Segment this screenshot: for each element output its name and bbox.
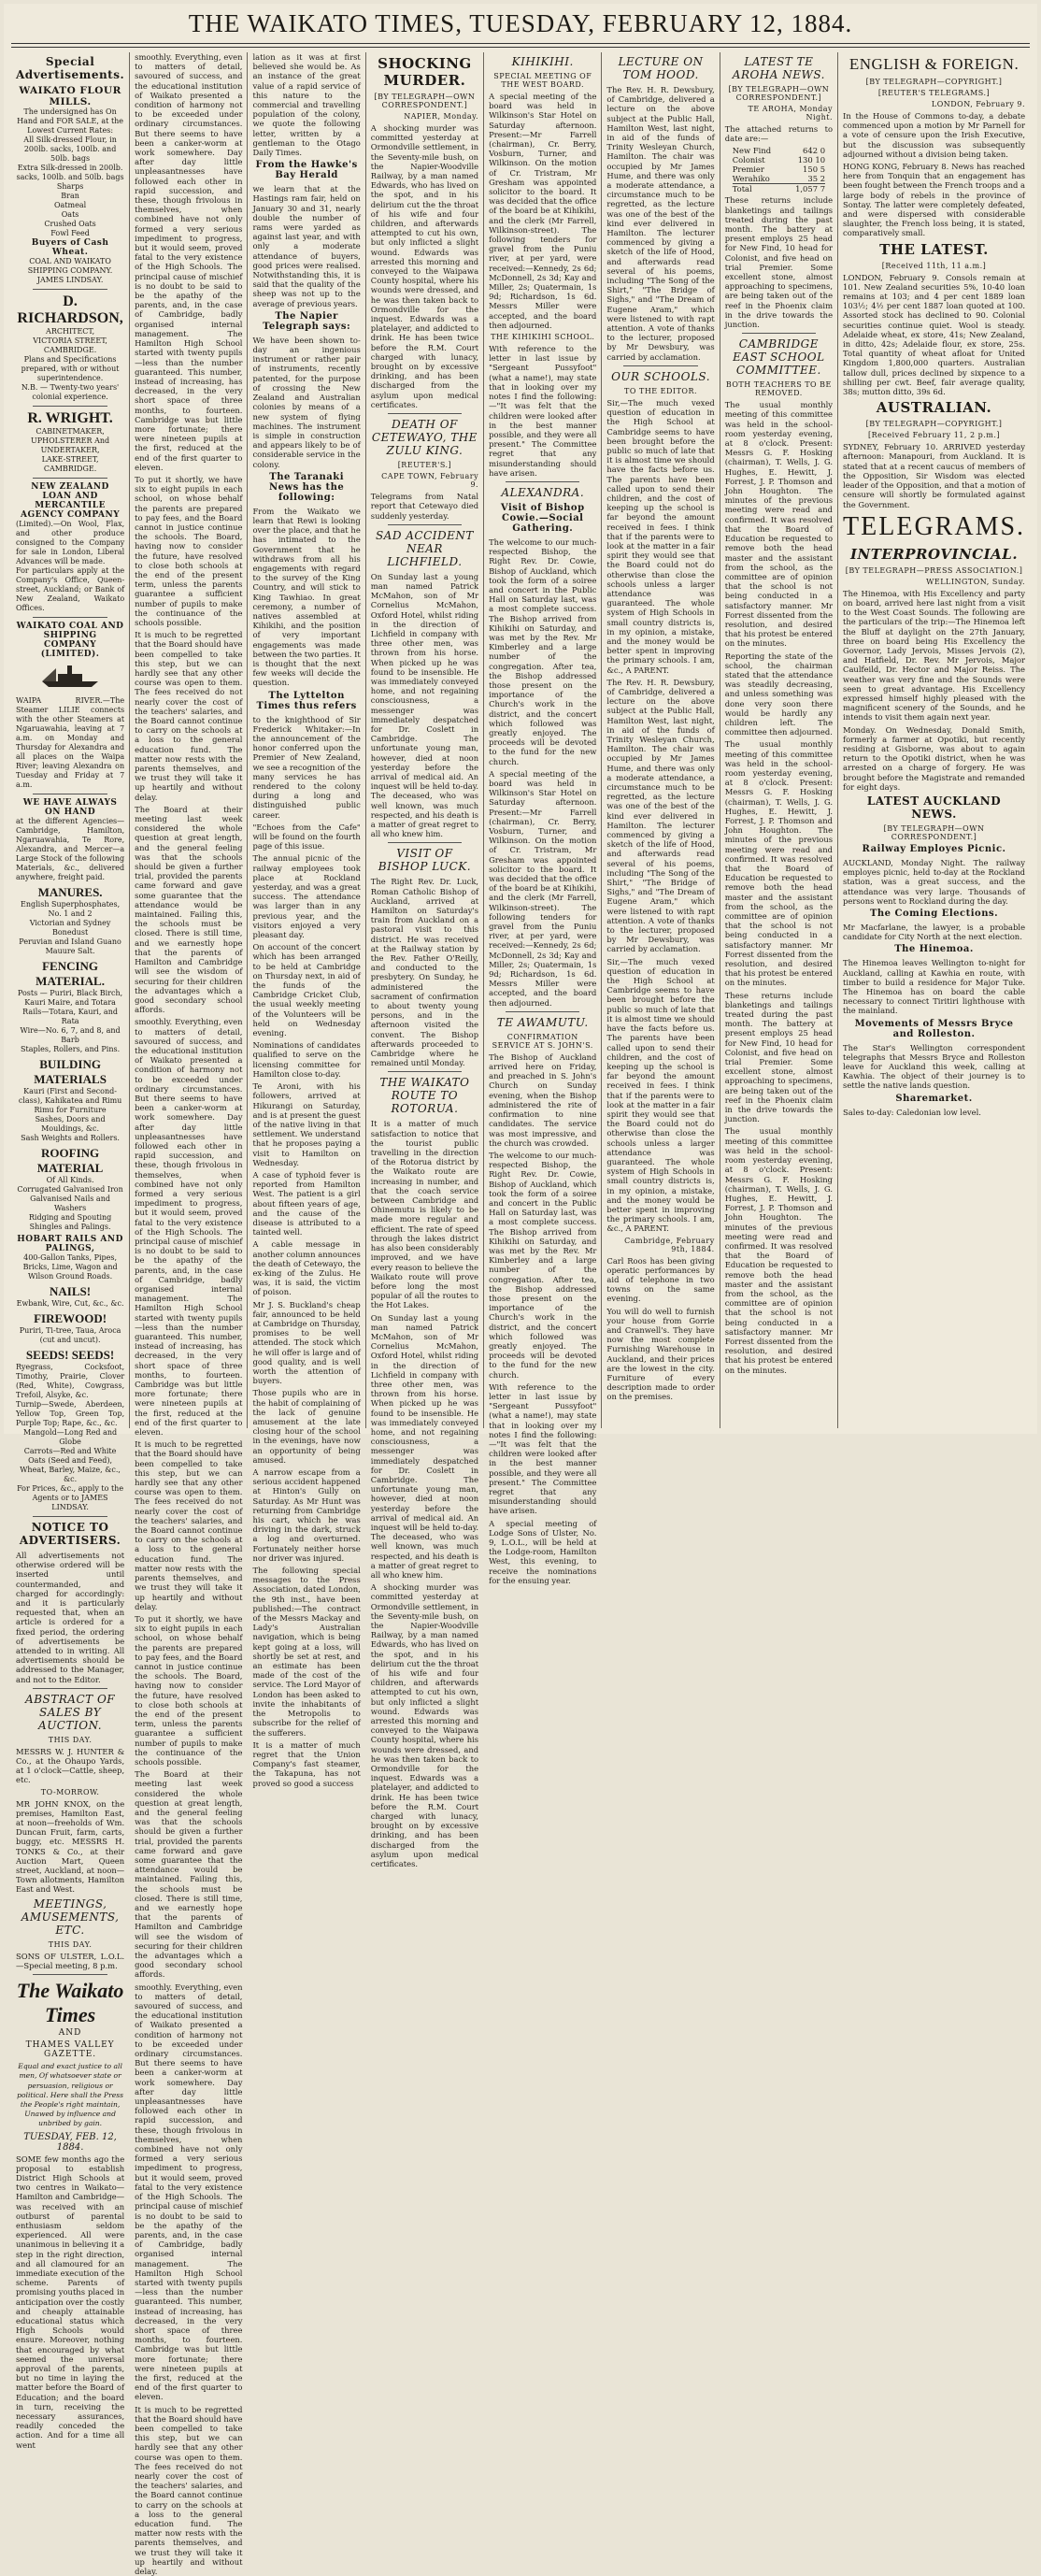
murder-heading: SHOCKING MURDER. [378, 55, 472, 89]
leader-article: SOME few months ago the proposal to establish District High Schools at two centres in Waikato—Hamilton and Cambridge—was received with an outburst of parental enthusiasm seldom experienced. All were unanimous in believing it a step in the right direction, and all clamoured for an immediate execution of the scheme. Parents of promising youths placed in anticipation over the costly and cheaply attainable educational status which High Schools would ensure. Moreover, nothing that encouraged by what seemed the universal approval of the parents, but no time in laying the matter before the Board of Education; and the board in turn, receiving the necessary assurances, readily conceded the action. And for a time all went [16, 2154, 125, 2450]
returns-table [733, 146, 825, 193]
ad-seeds: SEEDS! SEEDS! Ryegrass, Cocksfoot, Timothy, Prairie, Clover (Red, White), Cowgrass, Trefoil, Alsyke, &c. Turnip—Swede, Aberdeen, Yellow Top, Green Top, Purple Top; Rape, &c., &c. Mangold—Long Red and Globe Carrots—Red and White Oats (Seed and Feed), Wheat, Barley, Maize, &c., &c. For Prices, &c., apply to the Agents or to JAMES LINDSAY. [16, 1348, 125, 1511]
table-row: New Find 642 0 [732, 146, 826, 156]
ad-roofing: ROOFING MATERIAL Of All Kinds. Corrugated Galvanised Iron Galvanised Nails and Washers Ridging and Spouting Shingles and Palings. [17, 1146, 123, 1231]
separator [388, 842, 462, 843]
table-row: Premier 150 5 [732, 165, 826, 175]
separator [506, 481, 579, 482]
abstract-heading: ABSTRACT OF SALES BY AUCTION. [25, 1692, 116, 1732]
notice-heading: NOTICE TO ADVERTISERS. [19, 1521, 121, 1547]
separator [33, 1688, 107, 1689]
column-7: LATEST TE AROHA NEWS. [BY TELEGRAPH—OWN CORRESPONDENT.] TE AROHA, Monday Night. The attached returns to date are:— New Find 642 0 Colonist 130 10 Premier 150 5 Werahiko 35 2 Total 1,057 7 These returns include blanketings and tailings treated during the past month. The battery at present employs 25 head for New Find, 10 head for Colonist, and five head on trial Premier. Some excellent stone, almost approaching to specimens, are being taken out of the reef in the Phoenix claim in the drive towards the junction. CAMBRIDGE EAST SCHOOL COMMITTEE. BOTH TEACHERS TO BE REMOVED. The usual monthly meeting of this committee was held in the school-room yesterday evening, at 8 o'clock. Present: Messrs G. F. Hosking (chairman), T. Wells, J. G. Hughes, E. Hewitt, J. Forrest, J. P. Thomson and John Houghton. The minutes of the previous meeting were read and confirmed. It was resolved that the Board of Education be requested to remove both the head master and the assistant from the school, as the committee are of opinion that the school is not being conducted in a satisfactory manner. Mr Forrest dissented from the resolution, and desired that his protest be entered on the minutes. Reporting the state of the school, the chairman stated that the attendance was steadily decreasing, and unless something was done very soon there would be hardly any children left. The committee then adjourned. The usual monthly meeting of this committee was held in the school-room yesterday evening, at 8 o'clock. Present: Messrs G. F. Hosking (chairman), T. Wells, J. G. Hughes, E. Hewitt, J. Forrest, J. P. Thomson and John Houghton. The minutes of the previous meeting were read and confirmed. It was resolved that the Board of Education be requested to remove both the head master and the assistant from the school, as the committee are of opinion that the school is not being conducted in a satisfactory manner. Mr Forrest dissented from the resolution, and desired that his protest be entered on the minutes. These returns include blanketings and tailings treated during the past month. The battery at present employs 25 head for New Find, 10 head for Colonist, and five head on trial Premier. Some excellent stone, almost approaching to specimens, are being taken out of the reef in the Phoenix claim in the drive towards the junction. The usual monthly meeting of this committee was held in the school-room yesterday evening, at 8 o'clock. Present: Messrs G. F. Hosking (chairman), T. Wells, J. G. Hughes, E. Hewitt, J. Forrest, J. P. Thomson and John Houghton. The minutes of the previous meeting were read and confirmed. It was resolved that the Board of Education be requested to remove both the head master and the assistant from the school, as the committee are of opinion that the school is not being conducted in a satisfactory manner. Mr Forrest dissented from the resolution, and desired that his protest be entered on the minutes. [720, 52, 838, 1428]
ad-shipping: WAIKATO COAL AND SHIPPING COMPANY (LIMITED). WAIPA RIVER.—The Steamer LILIE connects with the other Steamers at Ngaruawahia, leaving at 7 a.m. on Monday and Thursday for Alexandra and all places on the Waipa River; leaving Alexandra on Tuesday and Friday at 7 a.m. [16, 622, 125, 789]
ad-hobart: HOBART RAILS AND PALINGS, 400-Gallon Tanks, Pipes, Bricks, Lime, Wagon and Wilson Ground Roads. [17, 1235, 123, 1281]
waikato-times-title: The Waikato Times [16, 1979, 124, 2027]
notice-text: All advertisements not otherwise ordered will be inserted until countermanded, and charged for accordingly: and it is particularly requested that, when an article is ordered for a fixed period, the ordering of advertisements be attended to in writing. All advertisements should be addressed to the Manager, and not to the Editor. [16, 1551, 125, 1684]
column-4: SHOCKING MURDER. [BY TELEGRAPH—OWN CORRESPONDENT.] NAPIER, Monday. A shocking murder was committed yesterday at Ormondville settlement, in the Seventy-mile bush, on the Napier-Woodville Railway, by a man named Edwards, who has lived on the spot, and in his delirium cut the the throat of his wife and four children, and afterwards attempted to cut his own, but only inflicted a slight wound. Edwards was arrested this morning and conveyed to the Waipawa County hospital, where his wounds were dressed, and he was then taken back to Ormondville for the inquest. Edwards was a platelayer, and addicted to drink. He has been twice before the R.M. Court charged with lunacy, brought on by excessive drinking, and has been discharged from the asylum upon medical certificates. DEATH OF CETEWAYO, THE ZULU KING. [REUTER'S.] CAPE TOWN, February 9. Telegrams from Natal report that Cetewayo died suddenly yesterday. SAD ACCIDENT NEAR LICHFIELD. On Sunday last a young man named Patrick McMahon, son of Mr Cornelius McMahon, Oxford Hotel, whilst riding in the direction of Lichfield in company with three other men, was thrown from his horse. When picked up he was found to be insensible. He was immediately conveyed home, and not regaining consciousness, a messenger was immediately despatched for Dr. Coslett in Cambridge. The unfortunate young man, however, died at noon yesterday before the arrival of medical aid. An inquest will be held to-day. The deceased, who was well known, was much respected, and his death is a matter of great regret to all who knew him. VISIT OF BISHOP LUCK. The Right Rev. Dr. Luck, Roman Catholic Bishop of Auckland, arrived at Hamilton on Saturday's train from Auckland on a pastoral visit to this district. He was received at the Railway station by the Rev. Father O'Reilly, and conducted to the presbytery. On Sunday, he administered the sacrament of confirmation to about twenty young persons, and in the afternoon visited the convent. The Bishop afterwards proceeded to Cambridge where he remained until Monday. THE WAIKATO ROUTE TO ROTORUA. It is a matter of much satisfaction to notice that the tourist public travelling in the direction of the Rotorua district by the Waikato route are increasing in number, and that the coach service between Cambridge and Ohinemutu is likely to be made more regular and efficient. The rate of speed through the lakes district has also been considerably improved, and we have every reason to believe the Waikato route will prove before long the most popular of all the routes to the Hot Lakes. On Sunday last a young man named Patrick McMahon, son of Mr Cornelius McMahon, Oxford Hotel, whilst riding in the direction of Lichfield in company with three other men, was thrown from his horse. When picked up he was found to be insensible. He was immediately conveyed home, and not regaining consciousness, a messenger was immediately despatched for Dr. Coslett in Cambridge. The unfortunate young man, however, died at noon yesterday before the arrival of medical aid. An inquest will be held to-day. The deceased, who was well known, was much respected, and his death is a matter of great regret to all who knew him. A shocking murder was committed yesterday at Ormondville settlement, in the Seventy-mile bush, on the Napier-Woodville Railway, by a man named Edwards, who has lived on the spot, and in his delirium cut the the throat of his wife and four children, and afterwards attempted to cut his own, but only inflicted a slight wound. Edwards was arrested this morning and conveyed to the Waipawa County hospital, where his wounds were dressed, and he was then taken back to Ormondville for the inquest. Edwards was a platelayer, and addicted to drink. He has been twice before the R.M. Court charged with lunacy, brought on by excessive drinking, and has been discharged from the asylum upon medical certificates. [366, 52, 484, 1428]
ad-nz-loan: NEW ZEALAND LOAN AND MERCANTILE AGENCY COMPANY (Limited).—On Wool, Flax, and other produce consigned to the Company for sale in London, Liberal Advances will be made. For particulars apply at the Company's Office, Queen-street, Auckland; or Bank of New Zealand, Waikato Offices. [16, 482, 125, 612]
masthead: THE WAIKATO TIMES, TUESDAY, FEBRUARY 12, 1884. [188, 9, 853, 37]
separator [33, 1974, 107, 1975]
separator [33, 289, 107, 290]
separator [33, 617, 107, 618]
column-2: smoothly. Everything, even to matters of detail, savoured of success, and the educational institution of Waikato presented a condition of harmony not to be exceeded under ordinary circumstances. But there seems to have been a canker-worm at work somewhere. Day after day little unpleasantnesses have followed each other in rapid succession, and these, though frivolous in themselves, when combined have not only formed a very serious impediment to progress, but it would seem, proved fatal to the very existence of the High Schools. The principal cause of mischief is no doubt to be said to be the apathy of the parents, and, in the case of Cambridge, badly organised internal management. The Hamilton High School started with twenty pupils—less than the number guaranteed. This number, instead of increasing, has decreased, in the very short space of three months, to fourteen. Cambridge was but little more fortunate; there were nineteen pupils at the first, reduced at the end of the first quarter to eleven. To put it shortly, we have six to eight pupils in each school, on whose behalf the parents are prepared to pay fees, and the Board cannot in justice continue the schools. The Board, having now to consider the future, have resolved to close both schools at the end of the present term, unless the parents guarantee a sufficient number of pupils to make the continuance of the schools possible. It is much to be regretted that the Board should have been compelled to take this step, but we can hardly see that any other course was open to them. The fees received do not nearly cover the cost of the teachers' salaries, and the Board cannot continue to carry on the schools at a loss to the general education fund. The matter now rests with the parents themselves, and we trust they will take it up heartily and without delay. The Board at their meeting last week considered the whole question at great length, and the general feeling was that the schools should be given a further trial, provided the parents came forward and gave some guarantee that the attendance would be maintained. Failing this, the schools must be closed. There is still time, and we earnestly hope that the parents of Hamilton and Cambridge will see the wisdom of securing for their children the advantages which a good secondary school affords. smoothly. Everything, even to matters of detail, savoured of success, and the educational institution of Waikato presented a condition of harmony not to be exceeded under ordinary circumstances. But there seems to have been a canker-worm at work somewhere. Day after day little unpleasantnesses have followed each other in rapid succession, and these, though frivolous in themselves, when combined have not only formed a very serious impediment to progress, but it would seem, proved fatal to the very existence of the High Schools. The principal cause of mischief is no doubt to be said to be the apathy of the parents, and, in the case of Cambridge, badly organised internal management. The Hamilton High School started with twenty pupils—less than the number guaranteed. This number, instead of increasing, has decreased, in the very short space of three months, to fourteen. Cambridge was but little more fortunate; there were nineteen pupils at the first, reduced at the end of the first quarter to eleven. It is much to be regretted that the Board should have been compelled to take this step, but we can hardly see that any other course was open to them. The fees received do not nearly cover the cost of the teachers' salaries, and the Board cannot continue to carry on the schools at a loss to the general education fund. The matter now rests with the parents themselves, and we trust they will take it up heartily and without delay. To put it shortly, we have six to eight pupils in each school, on whose behalf the parents are prepared to pay fees, and the Board cannot in justice continue the schools. The Board, having now to consider the future, have resolved to close both schools at the end of the present term, unless the parents guarantee a sufficient number of pupils to make the continuance of the schools possible. The Board at their meeting last week considered the whole question at great length, and the general feeling was that the schools should be given a further trial, provided the parents came forward and gave some guarantee that the attendance would be maintained. Failing this, the schools must be closed. There is still time, and we earnestly hope that the parents of Hamilton and Cambridge will see the wisdom of securing for their children the advantages which a good secondary school affords. smoothly. Everything, even to matters of detail, savoured of success, and the educational institution of Waikato presented a condition of harmony not to be exceeded under ordinary circumstances. But there seems to have been a canker-worm at work somewhere. Day after day little unpleasantnesses have followed each other in rapid succession, and these, though frivolous in themselves, when combined have not only formed a very serious impediment to progress, but it would seem, proved fatal to the very existence of the High Schools. The principal cause of mischief is no doubt to be said to be the apathy of the parents, and, in the case of Cambridge, badly organised internal management. The Hamilton High School started with twenty pupils—less than the number guaranteed. This number, instead of increasing, has decreased, in the very short space of three months, to fourteen. Cambridge was but little more fortunate; there were nineteen pupils at the first, reduced at the end of the first quarter to eleven. It is much to be regretted that the Board should have been compelled to take this step, but we can hardly see that any other course was open to them. The fees received do not nearly cover the cost of the teachers' salaries, and the Board cannot continue to carry on the schools at a loss to the general education fund. The matter now rests with the parents themselves, and we trust they will take it up heartily and without delay. [130, 52, 248, 1428]
columns [11, 52, 1030, 2576]
ad-wright: R. WRIGHT. CABINETMAKER, UPHOLSTERER And UNDERTAKER, LAKE-STREET, CAMBRIDGE. [27, 410, 113, 473]
leader-continued: smoothly. Everything, even to matters of detail, savoured of success, and the educational institution of Waikato presented a condition of harmony not to be exceeded under ordinary circumstances. But there seems to have been a canker-worm at work somewhere. Day after day little unpleasantnesses have followed each other in rapid succession, and these, though frivolous in themselves, when combined have not only formed a very serious impediment to progress, but it would seem, proved fatal to the very existence of the High Schools. The principal cause of mischief is no doubt to be said to be the apathy of the parents, and, in the case of Cambridge, badly organised internal management. The Hamilton High School started with twenty pupils—less than the number guaranteed. This number, instead of increasing, has decreased, in the very short space of three months, to fourteen. Cambridge was but little more fortunate; there were nineteen pupils at the first, reduced at the end of the first quarter to eleven. [135, 52, 243, 472]
table-row: Total 1,057 7 [732, 184, 826, 194]
special-ads-heading: Special Advertisements. [16, 55, 125, 81]
separator [33, 1516, 107, 1517]
separator [388, 1071, 462, 1072]
steamer-icon [37, 663, 103, 689]
ad-richardson: D. RICHARDSON, ARCHITECT, VICTORIA STREET, CAMBRIDGE. Plans and Specifications prepared, with or without superintendence. N.B. — Twenty-two years' colonial experience. [17, 293, 123, 401]
gazette-title: THAMES VALLEY GAZETTE. [25, 2040, 115, 2060]
separator [33, 406, 107, 407]
column-8: ENGLISH & FOREIGN. [BY TELEGRAPH—COPYRIGHT.] [REUTER'S TELEGRAMS.] LONDON, February 9. In the House of Commons to-day, a debate commenced upon a motion by Mr Parnell for a vote of censure upon the Irish Executive, but the discussion was subsequently adjourned without a division being taken. HONG KONG, February 8. News has reached here from Tonquin that an engagement has been fought between the French troops and a large body of rebels in the province of Sontay. The latter were completely defeated, and were dispersed with considerable slaughter, the French loss being, it is stated, comparatively small. THE LATEST. [Received 11th, 11 a.m.] LONDON, February 9. Consols remain at 101. New Zealand securities 5%, 10-40 loan remains at 103; and 4 per cent 1889 loan 103½; 4½ per cent 1887 loan quoted at 100. Assorted stock has declined to 90. Colonial securities continue quiet. Wool is steady. Adelaide wheat, ex store, 41s; New Zealand, in ditto, 42s; Adelaide flour, ex store, 25s. Total quantity of wheat afloat for United Kingdom 1,800,000 quarters. Australian tallow dull, prices declined by sixpence to a shilling per cwt. Beef, fair average quality, 38s; mutton ditto, 39s 6d. AUSTRALIAN. [BY TELEGRAPH—COPYRIGHT.] [Received February 11, 2 p.m.] SYDNEY, February 10. ARRIVED yesterday afternoon: Manapouri, from Auckland. It is stated that at a recent caucus of members of the Opposition, Sir Wisdom was elected leader of the Opposition, and that a motion of censure will shortly be formulated against the Government. TELEGRAMS. INTERPROVINCIAL. [BY TELEGRAPH—PRESS ASSOCIATION.] WELLINGTON, Sunday. The Hinemoa, with His Excellency and party on board, arrived here last night from a visit to the West Coast Sounds. The following are the particulars of the trip:—The Hinemoa left the Bluff at daylight on the 27th January, three on board being His Excellency the Governor, Lady Jervois, Misses Jervois (2), and Hatfield, Dr. Rev. Mr Jervois, Major Caulfeild, Dr. Hector and Major Reiss. The weather was very fine and the Sounds were seen to great advantage. His Excellency expressed himself highly pleased with the magnificent scenery of the Sounds, and he intends to visit them again next year. Monday. On Wednesday, Donald Smith, formerly a farmer at Opotiki, but recently residing at Gisborne, was about to again return to the Opotiki district, when he was arrested on a charge of forgery. He was brought before the Magistrate and remanded for eight days. LATEST AUCKLAND NEWS. [BY TELEGRAPH—OWN CORRESPONDENT.] Railway Employes Picnic. AUCKLAND, Monday Night. The railway employes picnic, held to-day at the Rockland station, was a great success, and the attendance was very large. Thousands of persons went to Rockland during the day. The Coming Elections. Mr Macfarlane, the lawyer, is a probable candidate for City North at the next election. The Hinemoa. The Hinemoa leaves Wellington to-night for Auckland, calling at Kawhia en route, with timber to build a residence for Major Tuke. The Hinemoa has on board the cable necessary to connect Tiritiri lighthouse with the mainland. Movements of Messrs Bryce and Rolleston. The Star's Wellington correspondent telegraphs that Messrs Bryce and Rolleston leave for Auckland this week, calling at Kawhia. The object of their journey is to settle the native lands question. Sharemarket. Sales to-day: Caledonian low level. [843, 55, 1026, 1117]
ad-firewood: FIREWOOD! Puriri, Ti-tree, Taua, Aroca (cut and uncut). [19, 1311, 121, 1344]
separator [506, 1011, 579, 1012]
issue-date: TUESDAY, FEB. 12, 1884. [23, 2131, 117, 2153]
separator [623, 365, 697, 366]
masthead-rule-2 [11, 47, 1030, 48]
ad-building: BUILDING MATERIALS Kauri (First and Second-class), Kahikatea and Rimu Rimu for Furniture Sashes, Doors and Mouldings, &c. Sash Weights and Rollers. [18, 1057, 122, 1142]
ad-always-on-hand: WE HAVE ALWAYS ON HAND at the different Agencies—Cambridge, Hamilton, Ngaruawahia, Te Rore, Alexandra, and Mercer—a Large Stock of the following Materials, &c., delivered anywhere, freight paid. [16, 798, 125, 881]
separator [742, 333, 816, 334]
column-1: Special Advertisements. WAIKATO FLOUR MILLS. The undersigned has On Hand and FOR SALE, at the Lowest Current Rates: All Silk-dressed Flour, in 200lb. sacks, 100lb. and 50lb. bags Extra Silk-dressed in 200lb. sacks, 100lb. and 50lb. bags Sharps Bran Oatmeal Oats Crushed Oats Fowl Feed Buyers of Cash Wheat. COAL AND WAIKATO SHIPPING COMPANY. JAMES LINDSAY. D. RICHARDSON, ARCHITECT, VICTORIA STREET, CAMBRIDGE. Plans and Specifications prepared, with or without superintendence. N.B. — Twenty-two years' colonial experience. R. WRIGHT. CABINETMAKER, UPHOLSTERER And UNDERTAKER, LAKE-STREET, CAMBRIDGE. NEW ZEALAND LOAN AND MERCANTILE AGENCY COMPANY (Limited).—On Wool, Flax, and other produce consigned to the Company for sale in London, Liberal Advances will be made. For particulars apply at the Company's Office, Queen-street, Auckland; or Bank of New Zealand, Waikato Offices. WAIKATO COAL AND SHIPPING COMPANY (LIMITED). WAIPA RIVER.—The Steamer LILIE connects with the other Steamers at Ngaruawahia, leaving at 7 a.m. on Monday and Thursday for Alexandra and all places on the Waipa River; leaving Alexandra on Tuesday and Friday at 7 a.m. WE HAVE ALWAYS ON HAND at the different Agencies—Cambridge, Hamilton, Ngaruawahia, Te Rore, Alexandra, and Mercer—a Large Stock of the following Materials, &c., delivered anywhere, freight paid. MANURES. English Superphosphates, No. 1 and 2 Victorian and Sydney Bonedust Peruvian and Island Guano Mauure Salt. FENCING MATERIAL. Posts — Puriri, Black Birch, Kauri Maire, and Totara Rails—Totara, Kauri, and Rata Wire—No. 6, 7, and 8, and Barb Staples, Rollers, and Pins. BUILDING MATERIALS Kauri (First and Second-class), Kahikatea and Rimu Rimu for Furniture Sashes, Doors and Mouldings, &c. Sash Weights and Rollers. ROOFING MATERIAL Of All Kinds. Corrugated Galvanised Iron Galvanised Nails and Washers Ridging and Spouting Shingles and Palings. HOBART RAILS AND PALINGS, 400-Gallon Tanks, Pipes, Bricks, Lime, Wagon and Wilson Ground Roads. NAILS! Ewbank, Wire, Cut, &c., &c. FIREWOOD! Puriri, Ti-tree, Taua, Aroca (cut and uncut). SEEDS! SEEDS! Ryegrass, Cocksfoot, Timothy, Prairie, Clover (Red, White), Cowgrass, Trefoil, Alsyke, &c. Turnip—Swede, Aberdeen, Yellow Top, Green Top, Purple Top; Rape, &c., &c. Mangold—Long Red and Globe Carrots—Red and White Oats (Seed and Feed), Wheat, Barley, Maize, &c., &c. For Prices, &c., apply to the Agents or to JAMES LINDSAY. NOTICE TO ADVERTISERS. All advertisements not otherwise ordered will be inserted until countermanded, and charged for accordingly: and it is particularly requested that, when an article is ordered for a fixed period, the ordering of advertisements be attended to in writing. All advertisements should be addressed to the Manager, and not to the Editor. ABSTRACT OF SALES BY AUCTION. THIS DAY. MESSRS W. J. HUNTER & Co., at the Ohaupo Yards, at 1 o'clock—Cattle, sheep, etc. TO-MORROW. MR JOHN KNOX, on the premises, Hamilton East, at noon—freeholds of Wm. Duncan Fruit, farm, carts, buggy, etc. MESSRS H. TONKS & Co., at their Auction Mart, Queen street, Auckland, at noon—Town allotments, Hamilton East and West. MEETINGS, AMUSEMENTS, ETC. THIS DAY. SONS OF ULSTER, L.O.L.—Special meeting, 8 p.m. The Waikato Times AND THAMES VALLEY GAZETTE. Equal and exact justice to all men, Of whatsoever state or persuasion, religious or political. Here shall the Press the People's right maintain, Unawed by influence and unbribed by gain. TUESDAY, FEB. 12, 1884. SOME few months ago the proposal to establish District High Schools at two centres in Waikato—Hamilton and Cambridge—was received with an outburst of parental enthusiasm seldom experienced. All were unanimous in believing it a step in the right direction, and all clamoured for an immediate execution of the scheme. Parents of promising youths placed in anticipation over the costly and cheaply attainable educational status which High Schools would ensure. Moreover, nothing that encouraged by what seemed the universal approval of the parents, but no time in laying the matter before the Board of Education; and the board in turn, receiving the necessary assurances, readily conceded the action. And for a time all went [11, 52, 130, 1428]
meetings-heading: MEETINGS, AMUSEMENTS, ETC. [21, 1896, 120, 1937]
separator [33, 478, 107, 479]
masthead-rule [11, 43, 1030, 44]
newspaper-page [4, 4, 1037, 2576]
separator [388, 524, 462, 525]
column-3: lation as it was at first believed she would be. As an instance of the great value of a rapid service of this nature to the commercial and travelling population of the colony, we quote the following letter, written by a gentleman to the Otago Daily Times. From the Hawke's Bay Herald we learn that at the Hastings ram fair, held on January 30 and 31, nearly double the number of rams were yarded as against last year, and with only a moderate attendance of buyers, good prices were realised. Notwithstanding this, it is said that the quality of the sheep was not up to the average of previous years. The Napier Telegraph says: We have been shown to-day an ingenious instrument or rather pair of instruments, recently patented, for the purpose of crossing the New Zealand and Australian colonies by means of a new system of flying machines. The instrument is simple in construction and appears likely to be of considerable service in the colony. The Taranaki News has the following: From the Waikato we learn that Rewi is looking over the place, and that he has intimated to the Government that he withdraws from all his engagements with regard to the survey of the King Country, and will stick to King Tawhiao. In great ceremony, a number of natives assembled at Kihikihi, and the position of very important engagements was made between the two parties. It is thought that the next few weeks will decide the question. The Lyttelton Times thus refers to the knighthood of Sir Frederick Whitaker:—In the announcement of the honor conferred upon the Premier of New Zealand, we see a recognition of the many services he has rendered to the colony during a long and distinguished public career. "Echoes from the Cafe" will be found on the fourth page of this issue. The annual picnic of the railway employees took place at Rockland yesterday, and was a great success. The attendance was larger than in any previous year, and the visitors enjoyed a very pleasant day. On account of the concert which has been arranged to be held at Cambridge on Thursday next, in aid of the funds of the Cambridge Cricket Club, the usual weekly meeting of the Volunteers will be held on Wednesday evening. Nominations of candidates qualified to serve on the licensing committee for Hamilton close to-day. Te Aroni, with his followers, arrived at Hikurangi on Saturday, and is at present the guest of the native living in that settlement. We understand that he proposes paying a visit to Hamilton on Wednesday. A case of typhoid fever is reported from Hamilton West. The patient is a girl about fifteen years of age, and the cause of the disease is attributed to a tainted well. A cable message in another column announces the death of Cetewayo, the ex-king of the Zulus. He was, it is said, the victim of poison. Mr J. S. Buckland's cheap fair, announced to be held at Cambridge on Thursday, promises to be well attended. The stock which he will offer is large and of good quality, and is well worth the attention of buyers. Those pupils who are in the habit of complaining of the lack of genuine amusement at the late closing hour of the school in the evenings, have now an opportunity of being amused. A narrow escape from a serious accident happened at Hinton's Gully on Saturday. As Mr Hunt was returning from Cambridge his cart, which he was driving in the dark, struck a log and overturned. Fortunately neither horse nor driver was injured. The following special messages to the Press Association, dated London, the 9th inst., have been published:—The contract of the Messrs Mackay and Lady's Australian navigation, which is being kept going at a loss, will shortly be set at rest, and an estimate has been made of the cost of the service. The Lord Mayor of London has been asked to invite the inhabitants of the Metropolis to subscribe for the relief of the sufferers. It is a matter of much regret that the Union Company's fast steamer, the Takapuna, has not proved so good a success [248, 52, 365, 1428]
ad-manures: MANURES. English Superphosphates, No. 1 and 2 Victorian and Sydney Bonedust Peruvian and Island Guano Mauure Salt. [19, 885, 121, 955]
ad-nails: NAILS! Ewbank, Wire, Cut, &c., &c. [16, 1284, 124, 1308]
telegrams-heading: TELEGRAMS. [843, 511, 1026, 541]
column-6: LECTURE ON TOM HOOD. The Rev. H. R. Dewsbury, of Cambridge, delivered a lecture on the above subject at the Public Hall, Hamilton West, last night, in aid of the funds of Trinity Wesleyan Church, Hamilton. The chair was occupied by Mr James Hume, and there was only a moderate attendance, a circumstance much to be regretted, as the lecture was one of the best of the kind ever delivered in Hamilton. The lecturer commenced by giving a sketch of the life of Hood, and afterwards read several of his poems, including "The Song of the Shirt," "The Bridge of Sighs," and "The Dream of Eugene Aram," which were listened to with rapt attention. A vote of thanks to the lecturer, proposed by Mr Dewsbury, was carried by acclamation. OUR SCHOOLS. TO THE EDITOR. Sir,—The much vexed question of education in the High School at Cambridge seems to have been brought before the public so much of late that it is almost time we should have the facts before us. The parents have been called upon to send their children, and the cost of keeping up the school is far beyond the amount received in fees. I think that if the parents were to look at the matter in a fair spirit they would see that the Board could not do otherwise than close the schools unless a larger attendance was guaranteed. The whole system of High Schools in small country districts is, in my opinion, a mistake, and the money would be better spent in improving the primary schools. I am, &c., A PARENT. The Rev. H. R. Dewsbury, of Cambridge, delivered a lecture on the above subject at the Public Hall, Hamilton West, last night, in aid of the funds of Trinity Wesleyan Church, Hamilton. The chair was occupied by Mr James Hume, and there was only a moderate attendance, a circumstance much to be regretted, as the lecture was one of the best of the kind ever delivered in Hamilton. The lecturer commenced by giving a sketch of the life of Hood, and afterwards read several of his poems, including "The Song of the Shirt," "The Bridge of Sighs," and "The Dream of Eugene Aram," which were listened to with rapt attention. A vote of thanks to the lecturer, proposed by Mr Dewsbury, was carried by acclamation. Sir,—The much vexed question of education in the High School at Cambridge seems to have been brought before the public so much of late that it is almost time we should have the facts before us. The parents have been called upon to send their children, and the cost of keeping up the school is far beyond the amount received in fees. I think that if the parents were to look at the matter in a fair spirit they would see that the Board could not do otherwise than close the schools unless a larger attendance was guaranteed. The whole system of High Schools in small country districts is, in my opinion, a mistake, and the money would be better spent in improving the primary schools. I am, &c., A PARENT. Cambridge, February 9th, 1884. Carl Roos has been giving operatic performances by aid of telephone in two towns on the same evening. You will do well to furnish your house from Gorrie and Cranwell's. They have now the most complete Furnishing Warehouse in Auckland, and their prices are the lowest in the city. Furniture of every description made to order on the premises. [602, 52, 720, 1428]
table-row: Colonist 130 10 [732, 155, 826, 165]
ad-flour-mills: WAIKATO FLOUR MILLS. The undersigned has On Hand and FOR SALE, at the Lowest Current Rates: All Silk-dressed Flour, in 200lb. sacks, 100lb. and 50lb. bags Extra Silk-dressed in 200lb. sacks, 100lb. and 50lb. bags Sharps Bran Oatmeal Oats Crushed Oats Fowl Feed Buyers of Cash Wheat. COAL AND WAIKATO SHIPPING COMPANY. JAMES LINDSAY. [16, 85, 124, 284]
separator [388, 413, 462, 414]
ad-fencing: FENCING MATERIAL. Posts — Puriri, Black Birch, Kauri Maire, and Totara Rails—Totara, Kauri, and Rata Wire—No. 6, 7, and 8, and Barb Staples, Rollers, and Pins. [17, 959, 123, 1053]
table-row: Werahiko 35 2 [732, 174, 826, 184]
column-5: KIHIKIHI. SPECIAL MEETING OF THE WEST BOARD. A special meeting of the board was held in Wilkinson's Star Hotel on Saturday afternoon. Present:—Mr Farrell (chairman), Cr. Berry, Vosburn, Turner, and Wilkinson. On the motion of Cr. Tristram, Mr Gresham was appointed solicitor to the board. It was decided that the office of the board be at Kihikihi, and the clerk (Mr Farrell, Wilkinson-street). The following tenders for gravel from the Puniu river, at per yard, were received:—Kennedy, 2s 6d; McDonnell, 2s 3d; Kay and Miller, 2s; Quatermain, 1s 9d; Richardson, 1s 6d. Messrs Miller were accepted, and the board then adjourned. THE KIHIKIHI SCHOOL. With reference to the letter in last issue by "Sergeant Pussyfoot" (what a name!), may state that in looking over my notes I find the following:—"It was felt that the children were looked after in the best manner possible, and they were all present." The Committee regret that any misunderstanding should have arisen. ALEXANDRA. Visit of Bishop Cowie.—Social Gathering. The welcome to our much-respected Bishop, the Right Rev. Dr. Cowie, Bishop of Auckland, which took the form of a soiree and concert in the Public Hall on Saturday last, was a most complete success. The Bishop arrived from Kihikihi on Saturday, and was met by the Rev. Mr Kimberley and a large number of the congregation. After tea, the Bishop addressed those present on the importance of the Church's work in the district, and the concert which followed was greatly enjoyed. The proceeds will be devoted to the fund for the new church. A special meeting of the board was held in Wilkinson's Star Hotel on Saturday afternoon. Present:—Mr Farrell (chairman), Cr. Berry, Vosburn, Turner, and Wilkinson. On the motion of Cr. Tristram, Mr Gresham was appointed solicitor to the board. It was decided that the office of the board be at Kihikihi, and the clerk (Mr Farrell, Wilkinson-street). The following tenders for gravel from the Puniu river, at per yard, were received:—Kennedy, 2s 6d; McDonnell, 2s 3d; Kay and Miller, 2s; Quatermain, 1s 9d; Richardson, 1s 6d. Messrs Miller were accepted, and the board then adjourned. TE AWAMUTU. CONFIRMATION SERVICE AT S. JOHN'S. The Bishop of Auckland arrived here on Friday, and preached in S. John's Church on Sunday evening, when the Bishop administered the rite of confirmation to nine candidates. The service was most impressive, and the church was crowded. The welcome to our much-respected Bishop, the Right Rev. Dr. Cowie, Bishop of Auckland, which took the form of a soiree and concert in the Public Hall on Saturday last, was a most complete success. The Bishop arrived from Kihikihi on Saturday, and was met by the Rev. Mr Kimberley and a large number of the congregation. After tea, the Bishop addressed those present on the importance of the Church's work in the district, and the concert which followed was greatly enjoyed. The proceeds will be devoted to the fund for the new church. With reference to the letter in last issue by "Sergeant Pussyfoot" (what a name!), may state that in looking over my notes I find the following:—"It was felt that the children were looked after in the best manner possible, and they were all present." The Committee regret that any misunderstanding should have arisen. A special meeting of Lodge Sons of Ulster, No. 9, L.O.L., will be held at the Lodge-room, Hamilton West, this evening, to receive the nominations for the ensuing year. [484, 52, 602, 1428]
